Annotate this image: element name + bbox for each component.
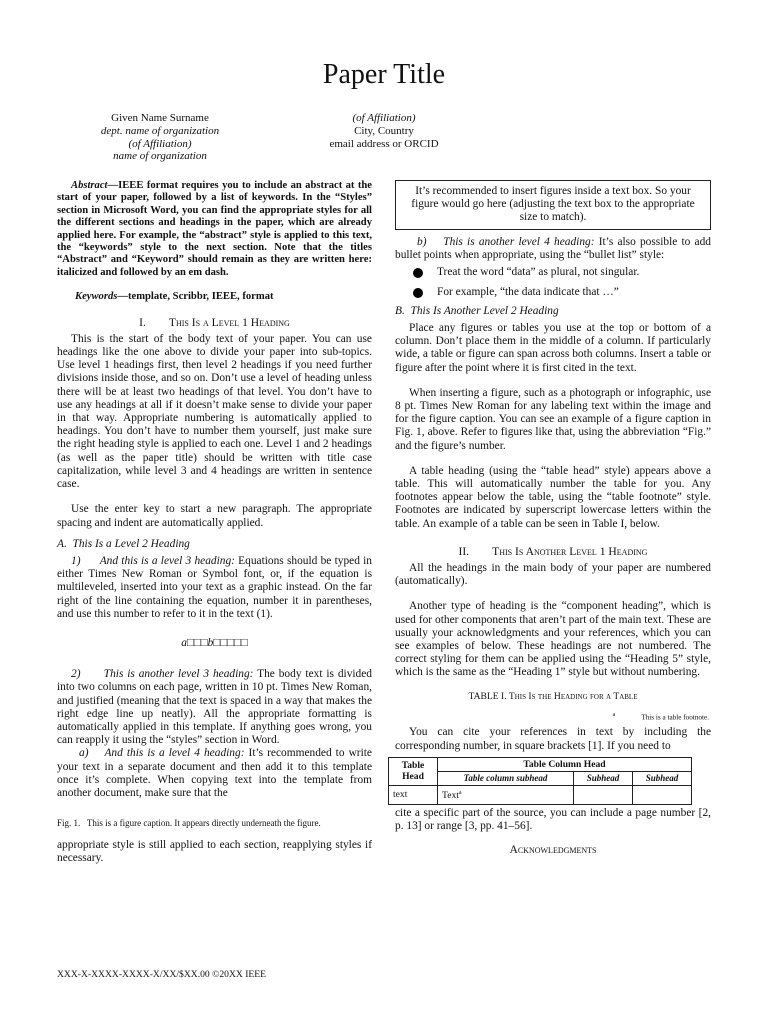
- heading-level-2: B. This Is Another Level 2 Heading: [395, 304, 559, 317]
- equation: a□□□b□□□□□: [181, 636, 248, 649]
- bullet-list: [395, 266, 711, 298]
- heading-level-2: A. This Is a Level 2 Heading: [57, 537, 190, 550]
- keywords: [57, 291, 372, 303]
- component-heading: Acknowledgments: [509, 843, 597, 857]
- paragraph-text: Equations should be typed in either Times New Roman or Symbol font, or, if the equation is multileveled, inserted into your text as a graphic instead. On the far right of the line containing the equation, number it in parentheses, and use this number to refer to it in the text (1).: [57, 554, 372, 620]
- level-3-paragraph: [57, 668, 372, 747]
- level-4-paragraph: [57, 747, 372, 800]
- table-footnote: [395, 709, 711, 725]
- bullet-icon: [413, 288, 423, 298]
- author-city: City, Country: [354, 124, 414, 137]
- author-dept: dept. name of organization: [100, 124, 220, 137]
- heading-level-1: II. This Is Another Level 1 Heading: [458, 544, 648, 558]
- copyright-footer: XXX-X-XXXX-XXXX-X/XX/$XX.00 ©20XX IEEE: [57, 969, 266, 980]
- author-affiliation: (of Affiliation): [352, 112, 416, 124]
- figure-text-box: It’s recommended to insert figures inside a text box. So your figure would go here (adjusting the text box to the appropriate size to match).: [395, 180, 711, 230]
- heading-level-3: 2) This is another level 3 heading:: [71, 668, 254, 681]
- table-subhead: Subhead: [633, 771, 692, 785]
- heading-level-1: I. This Is a Level 1 Heading: [139, 315, 290, 329]
- body-paragraph: A table heading (using the “table head” style) appears above a table. This will automatically number the table for you. Any footnotes appear below the table, using the “table footnote” style. Footnotes are indicated by superscript lowercase letters within the table. An example of a table can be seen in Table I, below.: [395, 464, 711, 530]
- body-paragraph: Another type of heading is the “component heading”, which is used for other components that aren’t part of the main text. These are usually your acknowledgments and your references, which you can see examples of below. These headings are not numbered. The correct styling for them can be applied using the “Heading 5” style, which is the same as the “Heading 1” style but without numbering.: [395, 600, 711, 679]
- paragraph-text: The body text is divided into two columns on each page, written in 10 pt. Times New Roman, and justified (meaning that the text is spaced in a way that makes the right edge line up neatly). All the appropriate formatting is automatically applied in this template. If anything goes wrong, you can reapply it using the “styles” section in Word.: [57, 668, 372, 747]
- table-cell: [574, 785, 633, 804]
- table-head-cell: Table Head: [389, 757, 438, 785]
- body-paragraph: Place any figures or tables you use at the top or bottom of a column. Don’t place them in the middle of a column. If particularly wide, a table or figure can span across both columns. Insert a table or figure after the point where it is first cited in the text.: [395, 322, 711, 374]
- heading-level-4: b) This is another level 4 heading:: [417, 236, 595, 248]
- footnote-text: This is a table footnote.: [641, 713, 709, 722]
- author-block-1: [60, 112, 260, 163]
- author-block-2: [284, 112, 484, 150]
- level-3-paragraph: [57, 555, 372, 621]
- author-name: Given Name Surname: [111, 112, 209, 124]
- list-item-text: For example, “the data indicate that …”: [437, 285, 619, 298]
- heading-level-3: 1) And this is a level 3 heading:: [71, 554, 235, 567]
- table-column-head: Table Column Head: [438, 757, 692, 771]
- list-item: [413, 286, 711, 299]
- table-cell-text: Text: [442, 790, 459, 802]
- body-paragraph: You can cite your references in text by including the corresponding number, in square brackets [1]. If you need to: [395, 726, 711, 752]
- paragraph-text: It’s recommended to write your text in a separate document and then add it to this template once it’s complete. When copying text into the template from another document, make sure that the: [57, 747, 372, 799]
- body-paragraph: This is the start of the body text of your paper. You can use headings like the one above to divide your paper into sub-topics. Use level 1 headings first, then level 2 headings if you need further divisions inside those, and so on. Don’t use a level of heading unless there will be at least two headings of that level. You don’t have to use any headings at all if it doesn’t make sense to divide your paper in that way. Appropriate numbering is automatically applied to headings. You don’t have to number them yourself, just make sure the right heading style is applied to each one. Level 1 and 2 headings (as well as the paper title) should be written with title case capitalization, while level 3 and 4 headings are written in sentence case.: [57, 332, 372, 491]
- body-paragraph: When inserting a figure, such as a photograph or infographic, use 8 pt. Times New Roman for any labeling text within the image and for the figure caption. You can see an example of a figure caption in Fig. 1, above. Refer to figures like that, using the abbreviation “Fig.” and the figure’s number.: [395, 386, 711, 452]
- body-paragraph: Use the enter key to start a new paragraph. The appropriate spacing and indent are automatically applied.: [57, 503, 372, 529]
- paper-title: Paper Title: [322, 59, 446, 90]
- footnote-mark: a: [458, 790, 462, 797]
- table-cell: [438, 785, 574, 804]
- data-table: [388, 757, 692, 805]
- list-item-text: Treat the word “data” as plural, not singular.: [437, 266, 640, 279]
- left-column: [57, 180, 372, 866]
- right-column: [395, 180, 711, 861]
- footnote-mark: a: [612, 711, 616, 718]
- body-paragraph: All the headings in the main body of your paper are numbered (automatically).: [395, 562, 711, 588]
- figure-caption: Fig. 1. This is a figure caption. It appears directly underneath the figure.: [57, 818, 321, 829]
- table-subhead: Table column subhead: [438, 771, 574, 785]
- table-caption: TABLE I. This Is the Heading for a Table: [468, 690, 638, 702]
- keywords-body: —template, Scribbr, IEEE, format: [117, 291, 274, 303]
- keywords-lead: Keywords: [75, 291, 118, 303]
- bullet-icon: [413, 268, 423, 278]
- abstract: [57, 180, 372, 279]
- abstract-lead: Abstract: [71, 180, 108, 191]
- author-affiliation: (of Affiliation): [128, 137, 192, 150]
- table-cell: [633, 785, 692, 804]
- level-4-paragraph: [395, 236, 711, 262]
- body-paragraph: cite a specific part of the source, you can include a page number [2, p. 13] or range [3, pp. 41–56].: [395, 806, 711, 833]
- table-subhead: Subhead: [574, 771, 633, 785]
- heading-level-4: a) And this is a level 4 heading:: [79, 747, 245, 760]
- body-paragraph: appropriate style is still applied to each section, reapplying styles if necessary.: [57, 839, 372, 865]
- table-row-label: text: [389, 785, 438, 804]
- list-item: [413, 266, 711, 279]
- abstract-body: —IEEE format requires you to include an abstract at the start of your paper, followed by a list of keywords. In the “Styles” section in Microsoft Word, you can find the appropriate styles for all the different sections and headings in the paper, which are already applied here. For example, the “abstract” style is applied to this text, the “keywords” style to the next section. Note that the titles “Abstract” and “Keyword” should remain as they are written here: italicized and followed by an em dash.: [57, 180, 372, 278]
- author-organization: name of organization: [113, 150, 207, 163]
- author-email: email address or ORCID: [329, 137, 439, 150]
- paragraph-text: It’s also possible to add bullet points when appropriate, using the “bullet list” style:: [395, 236, 711, 262]
